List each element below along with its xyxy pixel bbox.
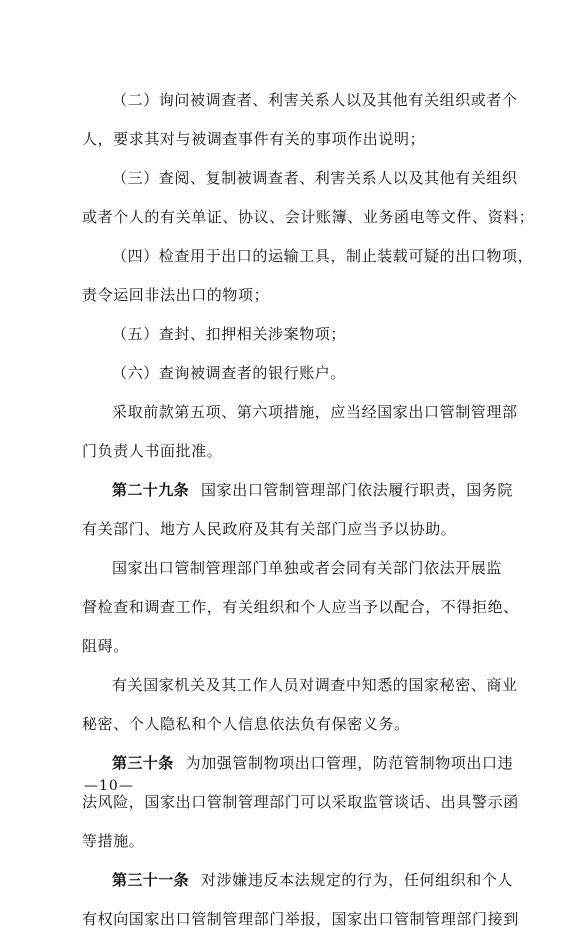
article-29-title: 第二十九条 — [112, 481, 190, 499]
text-line: 等措施。 — [82, 832, 145, 850]
article-30-line — [82, 751, 512, 776]
document-body — [82, 88, 535, 932]
text-line: （五）查封、扣押相关涉案物项； — [112, 325, 347, 343]
text-line: 采取前款第五项、第六项措施，应当经国家出口管制管理部 — [112, 403, 518, 421]
article-31-title: 第三十一条 — [112, 871, 190, 889]
text-line: 责令运回非法出口的物项； — [82, 286, 270, 304]
text-line: （六）查询被调查者的银行账户。 — [112, 364, 347, 382]
article-31-line — [82, 868, 512, 893]
article-29-text: 国家出口管制管理部门依法履行职责，国务院 — [201, 481, 514, 499]
article-30-text: 为加强管制物项出口管理，防范管制物项出口违 — [185, 754, 514, 772]
text-line: （四）检查用于出口的运输工具，制止装载可疑的出口物项， — [112, 247, 534, 265]
text-line: 人，要求其对与被调查事件有关的事项作出说明； — [82, 130, 426, 148]
text-line: （三）查阅、复制被调查者、利害关系人以及其他有关组织 — [112, 169, 518, 187]
text-line: （二）询问被调查者、利害关系人以及其他有关组织或者个 — [112, 91, 518, 109]
text-line: 或者个人的有关单证、协议、会计账簿、业务函电等文件、资料； — [82, 208, 535, 226]
text-line: 阻碍。 — [82, 637, 129, 655]
text-line: 督检查和调查工作，有关组织和个人应当予以配合，不得拒绝、 — [82, 598, 519, 616]
page-number: —10— — [84, 778, 134, 794]
article-30-title: 第三十条 — [112, 754, 174, 772]
article-31-text: 对涉嫌违反本法规定的行为，任何组织和个人 — [201, 871, 514, 889]
text-line: 秘密、个人隐私和个人信息依法负有保密义务。 — [82, 715, 410, 733]
article-29-line — [82, 478, 512, 503]
text-line: 有关国家机关及其工作人员对调查中知悉的国家秘密、商业 — [112, 676, 518, 694]
text-line: 门负责人书面批准。 — [82, 442, 223, 460]
text-line: 法风险，国家出口管制管理部门可以采取监管谈话、出具警示函 — [82, 793, 519, 811]
text-line: 有关部门、地方人民政府及其有关部门应当予以协助。 — [82, 520, 457, 538]
text-line: 国家出口管制管理部门单独或者会同有关部门依法开展监 — [112, 559, 503, 577]
text-line: 有权向国家出口管制管理部门举报，国家出口管制管理部门接到 — [82, 910, 519, 928]
